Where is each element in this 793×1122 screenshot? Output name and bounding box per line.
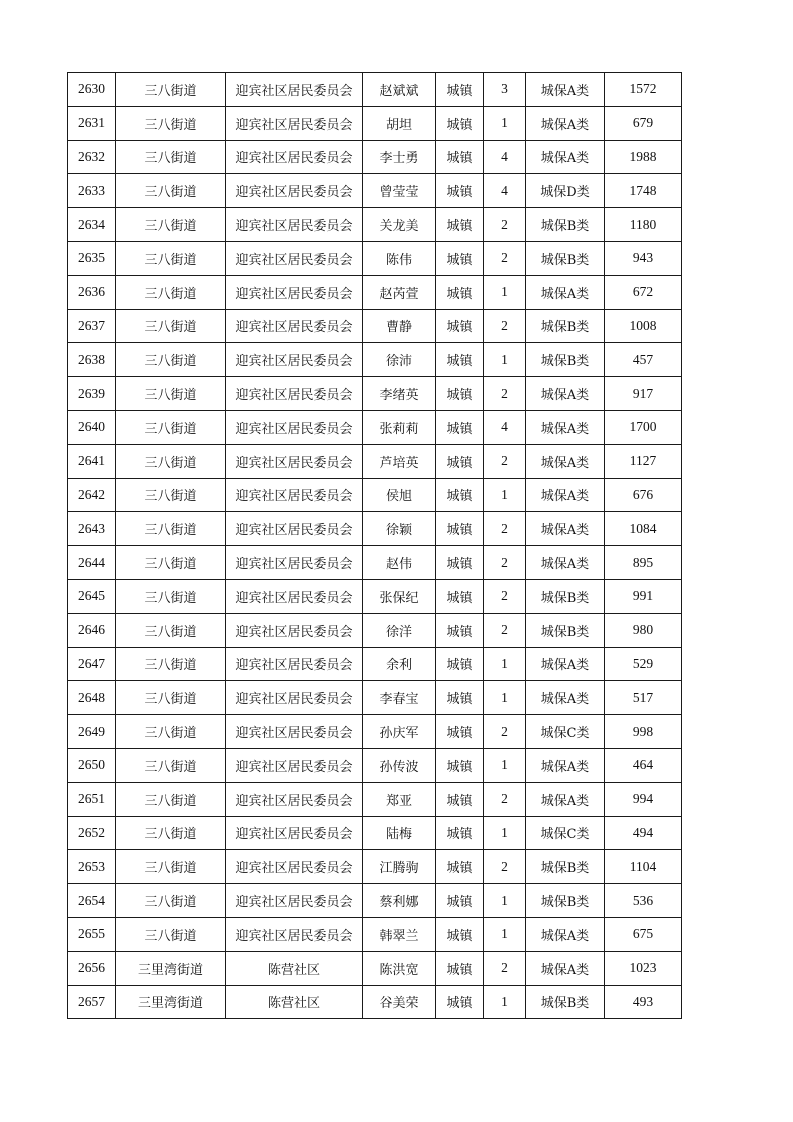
name-cell: 江腾驹: [363, 850, 436, 884]
household-size-cell: 1: [484, 343, 526, 377]
table-row: [68, 782, 682, 816]
name-cell: 徐颖: [363, 512, 436, 546]
category-cell: 城保A类: [526, 546, 605, 580]
area-type-cell: 城镇: [436, 681, 484, 715]
name-cell: 郑亚: [363, 782, 436, 816]
amount-cell: 679: [605, 106, 682, 140]
row-id-cell: 2657: [68, 985, 116, 1019]
table-row: [68, 715, 682, 749]
category-cell: 城保A类: [526, 681, 605, 715]
area-type-cell: 城镇: [436, 546, 484, 580]
household-size-cell: 1: [484, 748, 526, 782]
row-id-cell: 2637: [68, 309, 116, 343]
street-cell: 三八街道: [116, 444, 226, 478]
table-row: [68, 208, 682, 242]
area-type-cell: 城镇: [436, 73, 484, 107]
row-id-cell: 2630: [68, 73, 116, 107]
street-cell: 三八街道: [116, 613, 226, 647]
household-size-cell: 1: [484, 917, 526, 951]
community-cell: 陈营社区: [226, 985, 363, 1019]
household-size-cell: 1: [484, 275, 526, 309]
row-id-cell: 2641: [68, 444, 116, 478]
row-id-cell: 2633: [68, 174, 116, 208]
household-size-cell: 2: [484, 208, 526, 242]
street-cell: 三八街道: [116, 546, 226, 580]
amount-cell: 1023: [605, 951, 682, 985]
household-size-cell: 2: [484, 241, 526, 275]
row-id-cell: 2646: [68, 613, 116, 647]
row-id-cell: 2636: [68, 275, 116, 309]
community-cell: 迎宾社区居民委员会: [226, 343, 363, 377]
row-id-cell: 2634: [68, 208, 116, 242]
row-id-cell: 2644: [68, 546, 116, 580]
street-cell: 三八街道: [116, 715, 226, 749]
street-cell: 三八街道: [116, 917, 226, 951]
street-cell: 三八街道: [116, 782, 226, 816]
table-row: [68, 309, 682, 343]
household-size-cell: 1: [484, 647, 526, 681]
table-row: [68, 478, 682, 512]
household-size-cell: 4: [484, 410, 526, 444]
table-row: [68, 410, 682, 444]
amount-cell: 1180: [605, 208, 682, 242]
category-cell: 城保A类: [526, 951, 605, 985]
household-size-cell: 1: [484, 884, 526, 918]
street-cell: 三八街道: [116, 343, 226, 377]
household-size-cell: 2: [484, 444, 526, 478]
community-cell: 迎宾社区居民委员会: [226, 613, 363, 647]
amount-cell: 1104: [605, 850, 682, 884]
category-cell: 城保A类: [526, 377, 605, 411]
community-cell: 迎宾社区居民委员会: [226, 647, 363, 681]
name-cell: 张莉莉: [363, 410, 436, 444]
street-cell: 三八街道: [116, 309, 226, 343]
name-cell: 徐洋: [363, 613, 436, 647]
category-cell: 城保A类: [526, 917, 605, 951]
household-size-cell: 4: [484, 174, 526, 208]
row-id-cell: 2653: [68, 850, 116, 884]
row-id-cell: 2648: [68, 681, 116, 715]
category-cell: 城保D类: [526, 174, 605, 208]
amount-cell: 943: [605, 241, 682, 275]
household-size-cell: 2: [484, 512, 526, 546]
row-id-cell: 2654: [68, 884, 116, 918]
area-type-cell: 城镇: [436, 478, 484, 512]
table-row: [68, 377, 682, 411]
community-cell: 迎宾社区居民委员会: [226, 377, 363, 411]
table-row: [68, 73, 682, 107]
table-row: [68, 512, 682, 546]
table-row: [68, 985, 682, 1019]
area-type-cell: 城镇: [436, 816, 484, 850]
area-type-cell: 城镇: [436, 140, 484, 174]
household-size-cell: 2: [484, 546, 526, 580]
community-cell: 迎宾社区居民委员会: [226, 512, 363, 546]
category-cell: 城保C类: [526, 715, 605, 749]
table-row: [68, 174, 682, 208]
household-size-cell: 2: [484, 715, 526, 749]
amount-cell: 494: [605, 816, 682, 850]
community-cell: 迎宾社区居民委员会: [226, 681, 363, 715]
household-size-cell: 2: [484, 951, 526, 985]
category-cell: 城保B类: [526, 343, 605, 377]
amount-cell: 1572: [605, 73, 682, 107]
street-cell: 三里湾街道: [116, 951, 226, 985]
table-row: [68, 140, 682, 174]
name-cell: 关龙美: [363, 208, 436, 242]
community-cell: 迎宾社区居民委员会: [226, 748, 363, 782]
street-cell: 三八街道: [116, 106, 226, 140]
street-cell: 三八街道: [116, 748, 226, 782]
category-cell: 城保A类: [526, 140, 605, 174]
amount-cell: 1700: [605, 410, 682, 444]
community-cell: 迎宾社区居民委员会: [226, 208, 363, 242]
row-id-cell: 2647: [68, 647, 116, 681]
name-cell: 谷美荣: [363, 985, 436, 1019]
category-cell: 城保A类: [526, 444, 605, 478]
amount-cell: 980: [605, 613, 682, 647]
amount-cell: 994: [605, 782, 682, 816]
area-type-cell: 城镇: [436, 613, 484, 647]
street-cell: 三里湾街道: [116, 985, 226, 1019]
street-cell: 三八街道: [116, 410, 226, 444]
table-row: [68, 343, 682, 377]
area-type-cell: 城镇: [436, 884, 484, 918]
category-cell: 城保B类: [526, 884, 605, 918]
amount-cell: 493: [605, 985, 682, 1019]
amount-cell: 1988: [605, 140, 682, 174]
table-row: [68, 613, 682, 647]
table-row: [68, 748, 682, 782]
table-row: [68, 241, 682, 275]
category-cell: 城保C类: [526, 816, 605, 850]
household-size-cell: 2: [484, 377, 526, 411]
category-cell: 城保B类: [526, 985, 605, 1019]
category-cell: 城保A类: [526, 782, 605, 816]
area-type-cell: 城镇: [436, 174, 484, 208]
category-cell: 城保B类: [526, 309, 605, 343]
household-size-cell: 1: [484, 985, 526, 1019]
street-cell: 三八街道: [116, 816, 226, 850]
area-type-cell: 城镇: [436, 715, 484, 749]
community-cell: 迎宾社区居民委员会: [226, 579, 363, 613]
household-size-cell: 1: [484, 106, 526, 140]
household-size-cell: 2: [484, 579, 526, 613]
row-id-cell: 2639: [68, 377, 116, 411]
amount-cell: 536: [605, 884, 682, 918]
name-cell: 芦培英: [363, 444, 436, 478]
street-cell: 三八街道: [116, 174, 226, 208]
table-row: [68, 681, 682, 715]
community-cell: 迎宾社区居民委员会: [226, 140, 363, 174]
table-row: [68, 546, 682, 580]
area-type-cell: 城镇: [436, 343, 484, 377]
community-cell: 迎宾社区居民委员会: [226, 546, 363, 580]
name-cell: 赵伟: [363, 546, 436, 580]
name-cell: 赵斌斌: [363, 73, 436, 107]
area-type-cell: 城镇: [436, 917, 484, 951]
household-size-cell: 1: [484, 816, 526, 850]
name-cell: 曾莹莹: [363, 174, 436, 208]
roster-table: [67, 72, 682, 1019]
amount-cell: 464: [605, 748, 682, 782]
amount-cell: 1127: [605, 444, 682, 478]
community-cell: 迎宾社区居民委员会: [226, 241, 363, 275]
category-cell: 城保A类: [526, 106, 605, 140]
name-cell: 陆梅: [363, 816, 436, 850]
community-cell: 迎宾社区居民委员会: [226, 478, 363, 512]
category-cell: 城保B类: [526, 579, 605, 613]
category-cell: 城保A类: [526, 478, 605, 512]
name-cell: 陈洪宽: [363, 951, 436, 985]
name-cell: 胡坦: [363, 106, 436, 140]
amount-cell: 517: [605, 681, 682, 715]
row-id-cell: 2638: [68, 343, 116, 377]
row-id-cell: 2651: [68, 782, 116, 816]
area-type-cell: 城镇: [436, 951, 484, 985]
category-cell: 城保B类: [526, 241, 605, 275]
street-cell: 三八街道: [116, 241, 226, 275]
amount-cell: 1008: [605, 309, 682, 343]
table-row: [68, 444, 682, 478]
amount-cell: 457: [605, 343, 682, 377]
name-cell: 韩翠兰: [363, 917, 436, 951]
name-cell: 赵芮萱: [363, 275, 436, 309]
name-cell: 张保纪: [363, 579, 436, 613]
amount-cell: 998: [605, 715, 682, 749]
street-cell: 三八街道: [116, 73, 226, 107]
name-cell: 孙庆军: [363, 715, 436, 749]
name-cell: 李绪英: [363, 377, 436, 411]
street-cell: 三八街道: [116, 478, 226, 512]
community-cell: 迎宾社区居民委员会: [226, 275, 363, 309]
name-cell: 侯旭: [363, 478, 436, 512]
table-row: [68, 816, 682, 850]
area-type-cell: 城镇: [436, 647, 484, 681]
row-id-cell: 2635: [68, 241, 116, 275]
row-id-cell: 2645: [68, 579, 116, 613]
table-row: [68, 275, 682, 309]
name-cell: 曹静: [363, 309, 436, 343]
table-row: [68, 884, 682, 918]
category-cell: 城保A类: [526, 410, 605, 444]
amount-cell: 991: [605, 579, 682, 613]
household-size-cell: 3: [484, 73, 526, 107]
area-type-cell: 城镇: [436, 985, 484, 1019]
area-type-cell: 城镇: [436, 208, 484, 242]
community-cell: 迎宾社区居民委员会: [226, 715, 363, 749]
row-id-cell: 2652: [68, 816, 116, 850]
area-type-cell: 城镇: [436, 782, 484, 816]
street-cell: 三八街道: [116, 377, 226, 411]
area-type-cell: 城镇: [436, 444, 484, 478]
area-type-cell: 城镇: [436, 512, 484, 546]
street-cell: 三八街道: [116, 647, 226, 681]
row-id-cell: 2650: [68, 748, 116, 782]
name-cell: 李春宝: [363, 681, 436, 715]
household-size-cell: 2: [484, 613, 526, 647]
category-cell: 城保A类: [526, 275, 605, 309]
street-cell: 三八街道: [116, 275, 226, 309]
name-cell: 孙传波: [363, 748, 436, 782]
category-cell: 城保A类: [526, 73, 605, 107]
roster-body: [68, 73, 682, 1019]
community-cell: 迎宾社区居民委员会: [226, 816, 363, 850]
table-row: [68, 106, 682, 140]
amount-cell: 895: [605, 546, 682, 580]
street-cell: 三八街道: [116, 579, 226, 613]
table-row: [68, 850, 682, 884]
amount-cell: 1084: [605, 512, 682, 546]
row-id-cell: 2640: [68, 410, 116, 444]
amount-cell: 917: [605, 377, 682, 411]
table-row: [68, 647, 682, 681]
area-type-cell: 城镇: [436, 850, 484, 884]
amount-cell: 1748: [605, 174, 682, 208]
community-cell: 迎宾社区居民委员会: [226, 73, 363, 107]
community-cell: 迎宾社区居民委员会: [226, 850, 363, 884]
row-id-cell: 2632: [68, 140, 116, 174]
community-cell: 迎宾社区居民委员会: [226, 444, 363, 478]
community-cell: 迎宾社区居民委员会: [226, 917, 363, 951]
amount-cell: 675: [605, 917, 682, 951]
street-cell: 三八街道: [116, 512, 226, 546]
table-row: [68, 951, 682, 985]
category-cell: 城保A类: [526, 647, 605, 681]
area-type-cell: 城镇: [436, 241, 484, 275]
area-type-cell: 城镇: [436, 748, 484, 782]
amount-cell: 672: [605, 275, 682, 309]
row-id-cell: 2643: [68, 512, 116, 546]
name-cell: 陈伟: [363, 241, 436, 275]
row-id-cell: 2656: [68, 951, 116, 985]
name-cell: 徐沛: [363, 343, 436, 377]
household-size-cell: 2: [484, 782, 526, 816]
community-cell: 迎宾社区居民委员会: [226, 884, 363, 918]
category-cell: 城保B类: [526, 208, 605, 242]
street-cell: 三八街道: [116, 208, 226, 242]
row-id-cell: 2649: [68, 715, 116, 749]
row-id-cell: 2642: [68, 478, 116, 512]
street-cell: 三八街道: [116, 884, 226, 918]
area-type-cell: 城镇: [436, 377, 484, 411]
name-cell: 余利: [363, 647, 436, 681]
household-size-cell: 2: [484, 850, 526, 884]
household-size-cell: 1: [484, 681, 526, 715]
row-id-cell: 2655: [68, 917, 116, 951]
name-cell: 蔡利娜: [363, 884, 436, 918]
household-size-cell: 4: [484, 140, 526, 174]
community-cell: 陈营社区: [226, 951, 363, 985]
row-id-cell: 2631: [68, 106, 116, 140]
category-cell: 城保B类: [526, 613, 605, 647]
household-size-cell: 1: [484, 478, 526, 512]
street-cell: 三八街道: [116, 140, 226, 174]
community-cell: 迎宾社区居民委员会: [226, 174, 363, 208]
street-cell: 三八街道: [116, 681, 226, 715]
area-type-cell: 城镇: [436, 410, 484, 444]
community-cell: 迎宾社区居民委员会: [226, 309, 363, 343]
category-cell: 城保B类: [526, 850, 605, 884]
category-cell: 城保A类: [526, 748, 605, 782]
community-cell: 迎宾社区居民委员会: [226, 410, 363, 444]
name-cell: 李士勇: [363, 140, 436, 174]
amount-cell: 676: [605, 478, 682, 512]
area-type-cell: 城镇: [436, 275, 484, 309]
community-cell: 迎宾社区居民委员会: [226, 782, 363, 816]
street-cell: 三八街道: [116, 850, 226, 884]
category-cell: 城保A类: [526, 512, 605, 546]
area-type-cell: 城镇: [436, 579, 484, 613]
table-row: [68, 579, 682, 613]
household-size-cell: 2: [484, 309, 526, 343]
table-row: [68, 917, 682, 951]
community-cell: 迎宾社区居民委员会: [226, 106, 363, 140]
amount-cell: 529: [605, 647, 682, 681]
area-type-cell: 城镇: [436, 309, 484, 343]
area-type-cell: 城镇: [436, 106, 484, 140]
